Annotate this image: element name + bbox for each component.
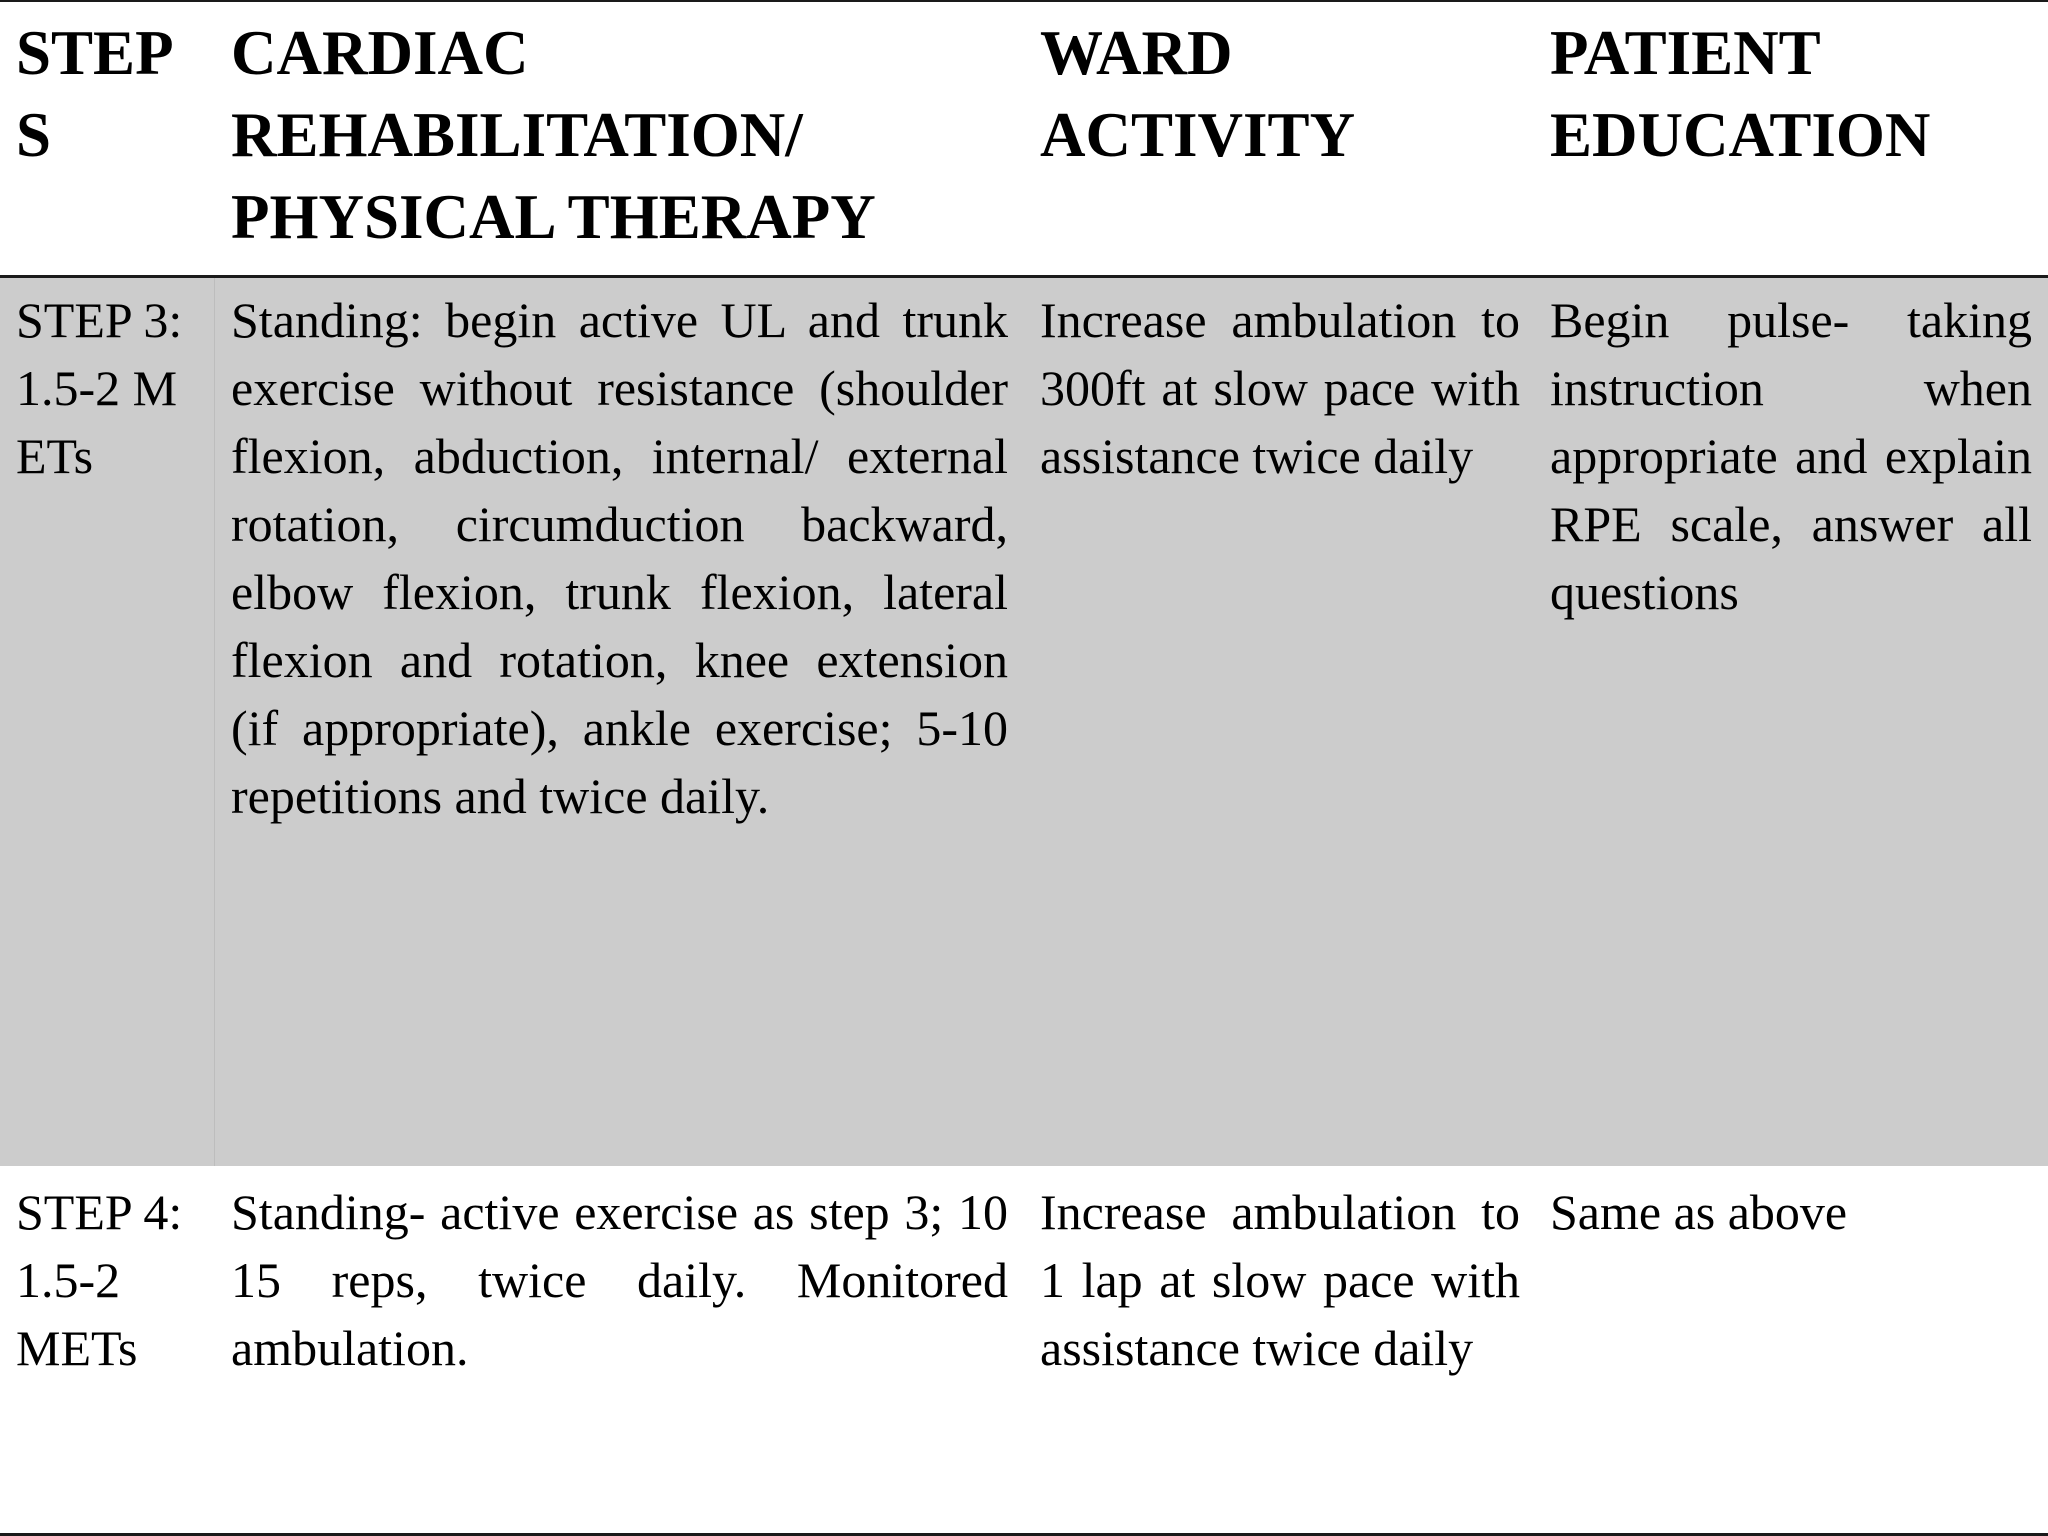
step-4-label: STEP 4: 1.5-2 METs <box>16 1184 183 1376</box>
header-steps: STEPS <box>16 18 174 170</box>
step-3-label: STEP 3: 1.5-2 METs <box>16 292 183 484</box>
step-3-ward-activity: Increase ambulation to 300ft at slow pace with assistance twice daily <box>1040 292 1520 484</box>
step-4-patient-education: Same as above <box>1550 1184 1848 1240</box>
header-patient-education: PATIENT EDUCATION <box>1550 18 1931 170</box>
column-divider <box>214 278 215 1166</box>
step-3-cardiac-rehab: Standing: begin active UL and trunk exercise without resistance (shoulder flexion, abduction, internal/ external rotation, circumduction backward, elbow flexion, trunk flexion, lateral flexion and rotation, knee extension (if appropriate), ankle exercise; 5-10 repetitions and twice daily. <box>231 292 1008 824</box>
header-cardiac-rehabilitation: CARDIAC REHABILITATION/ PHYSICAL THERAPY <box>231 18 876 252</box>
step-4-cardiac-rehab: Standing- active exercise as step 3; 10 15 reps, twice daily. Monitored ambulation. <box>231 1184 1008 1376</box>
table-top-rule <box>0 0 2048 2</box>
step-3-patient-education: Begin pulse- taking instruction when appropriate and explain RPE scale, answer all questions <box>1550 292 2032 620</box>
header-ward-activity: WARD ACTIVITY <box>1040 18 1356 170</box>
step-4-ward-activity: Increase ambulation to 1 lap at slow pace with assistance twice daily <box>1040 1184 1520 1376</box>
